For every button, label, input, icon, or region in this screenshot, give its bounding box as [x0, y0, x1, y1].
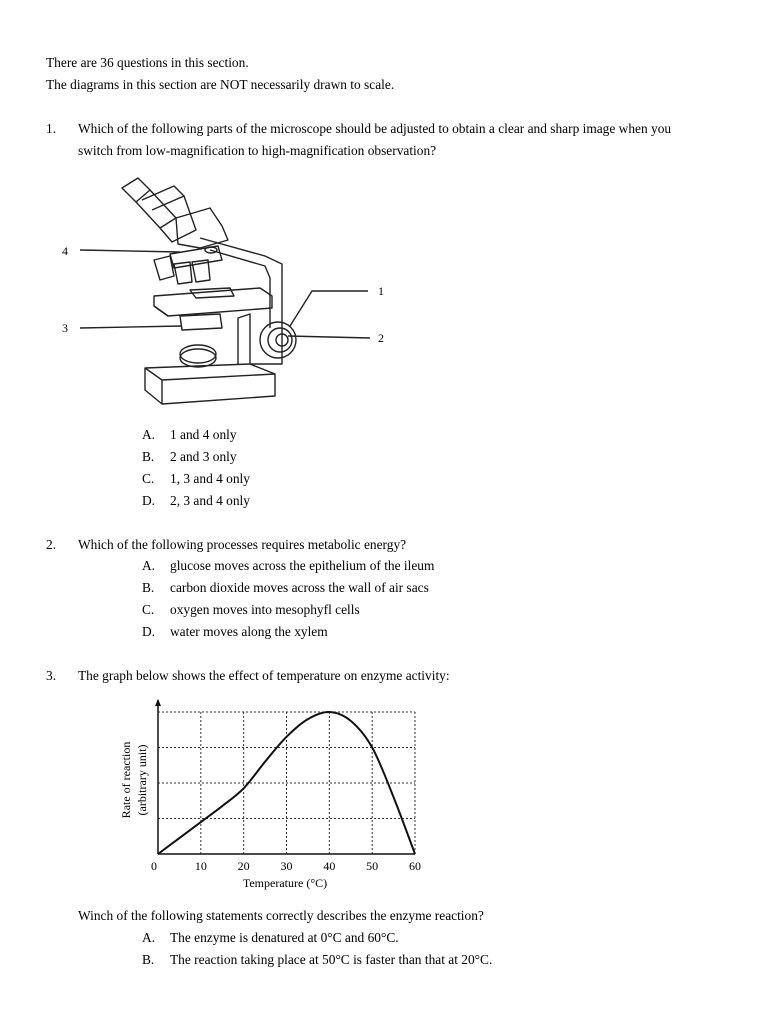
q2-option-c-text: oxygen moves into mesophyfl cells [170, 602, 360, 617]
q2-option-a-letter: A. [142, 558, 156, 573]
q1-option-d-text: 2, 3 and 4 only [170, 493, 250, 508]
q1-option-c-text: 1, 3 and 4 only [170, 471, 250, 486]
question-2-number: 2. [46, 537, 57, 552]
chart-x-ticks [151, 859, 421, 873]
microscope-label-2: 2 [378, 331, 384, 345]
q2-option-d-text: water moves along the xylem [170, 624, 328, 639]
chart-y-axis-label-line-1: Rate of reaction [119, 741, 133, 819]
chart-x-tick-label: 60 [409, 859, 421, 873]
q1-option-b-text: 2 and 3 only [170, 449, 237, 464]
chart-grid [158, 712, 415, 854]
q1-option-c-letter: C. [142, 471, 155, 486]
question-1-text-line-1: Which of the following parts of the microscope should be adjusted to obtain a clear and sharp image when you [78, 121, 672, 136]
q3-option-a-text: The enzyme is denatured at 0°C and 60°C. [170, 930, 399, 945]
q2-option-b-text: carbon dioxide moves across the wall of air sacs [170, 580, 429, 595]
chart-x-tick-label: 40 [323, 859, 336, 873]
q2-option-a-text: glucose moves across the epithelium of the ileum [170, 558, 435, 573]
chart-x-tick-label: 30 [280, 859, 293, 873]
chart-x-tick-label: 10 [194, 859, 207, 873]
q2-option-c-letter: C. [142, 602, 155, 617]
chart-y-axis-arrow [155, 699, 161, 706]
enzyme-activity-chart [110, 692, 430, 892]
microscope-label-3: 3 [62, 321, 68, 335]
question-3-number: 3. [46, 668, 57, 683]
q1-option-a-text: 1 and 4 only [170, 427, 237, 442]
q1-option-b-letter: B. [142, 449, 155, 464]
chart-x-tick-label: 50 [366, 859, 379, 873]
question-2-text: Which of the following processes requires metabolic energy? [78, 537, 407, 552]
intro-line-2: The diagrams in this section are NOT necessarily drawn to scale. [46, 77, 395, 92]
chart-y-axis-label-line-2: (arbitrary unit) [135, 744, 149, 816]
q2-option-b-letter: B. [142, 580, 155, 595]
microscope-diagram [50, 168, 400, 413]
question-1-text-line-2: switch from low-magnification to high-magnification observation? [78, 143, 437, 158]
q3-option-b-text: The reaction taking place at 50°C is faster than that at 20°C. [170, 952, 493, 967]
chart-x-tick-label: 20 [237, 859, 250, 873]
q1-option-d-letter: D. [142, 493, 156, 508]
chart-x-axis-label: Temperature (°C) [242, 876, 328, 890]
intro-line-1: There are 36 questions in this section. [46, 55, 249, 70]
q1-option-a-letter: A. [142, 427, 156, 442]
microscope-label-4: 4 [62, 244, 68, 258]
microscope-label-1: 1 [378, 284, 384, 298]
question-1-number: 1. [46, 121, 57, 136]
question-3-prompt: Winch of the following statements correctly describes the enzyme reaction? [78, 908, 484, 923]
chart-axes [155, 699, 415, 854]
question-3-text: The graph below shows the effect of temperature on enzyme activity: [78, 668, 450, 683]
q2-option-d-letter: D. [142, 624, 156, 639]
chart-x-tick-label: 0 [151, 859, 157, 873]
q3-option-b-letter: B. [142, 952, 155, 967]
q3-option-a-letter: A. [142, 930, 156, 945]
